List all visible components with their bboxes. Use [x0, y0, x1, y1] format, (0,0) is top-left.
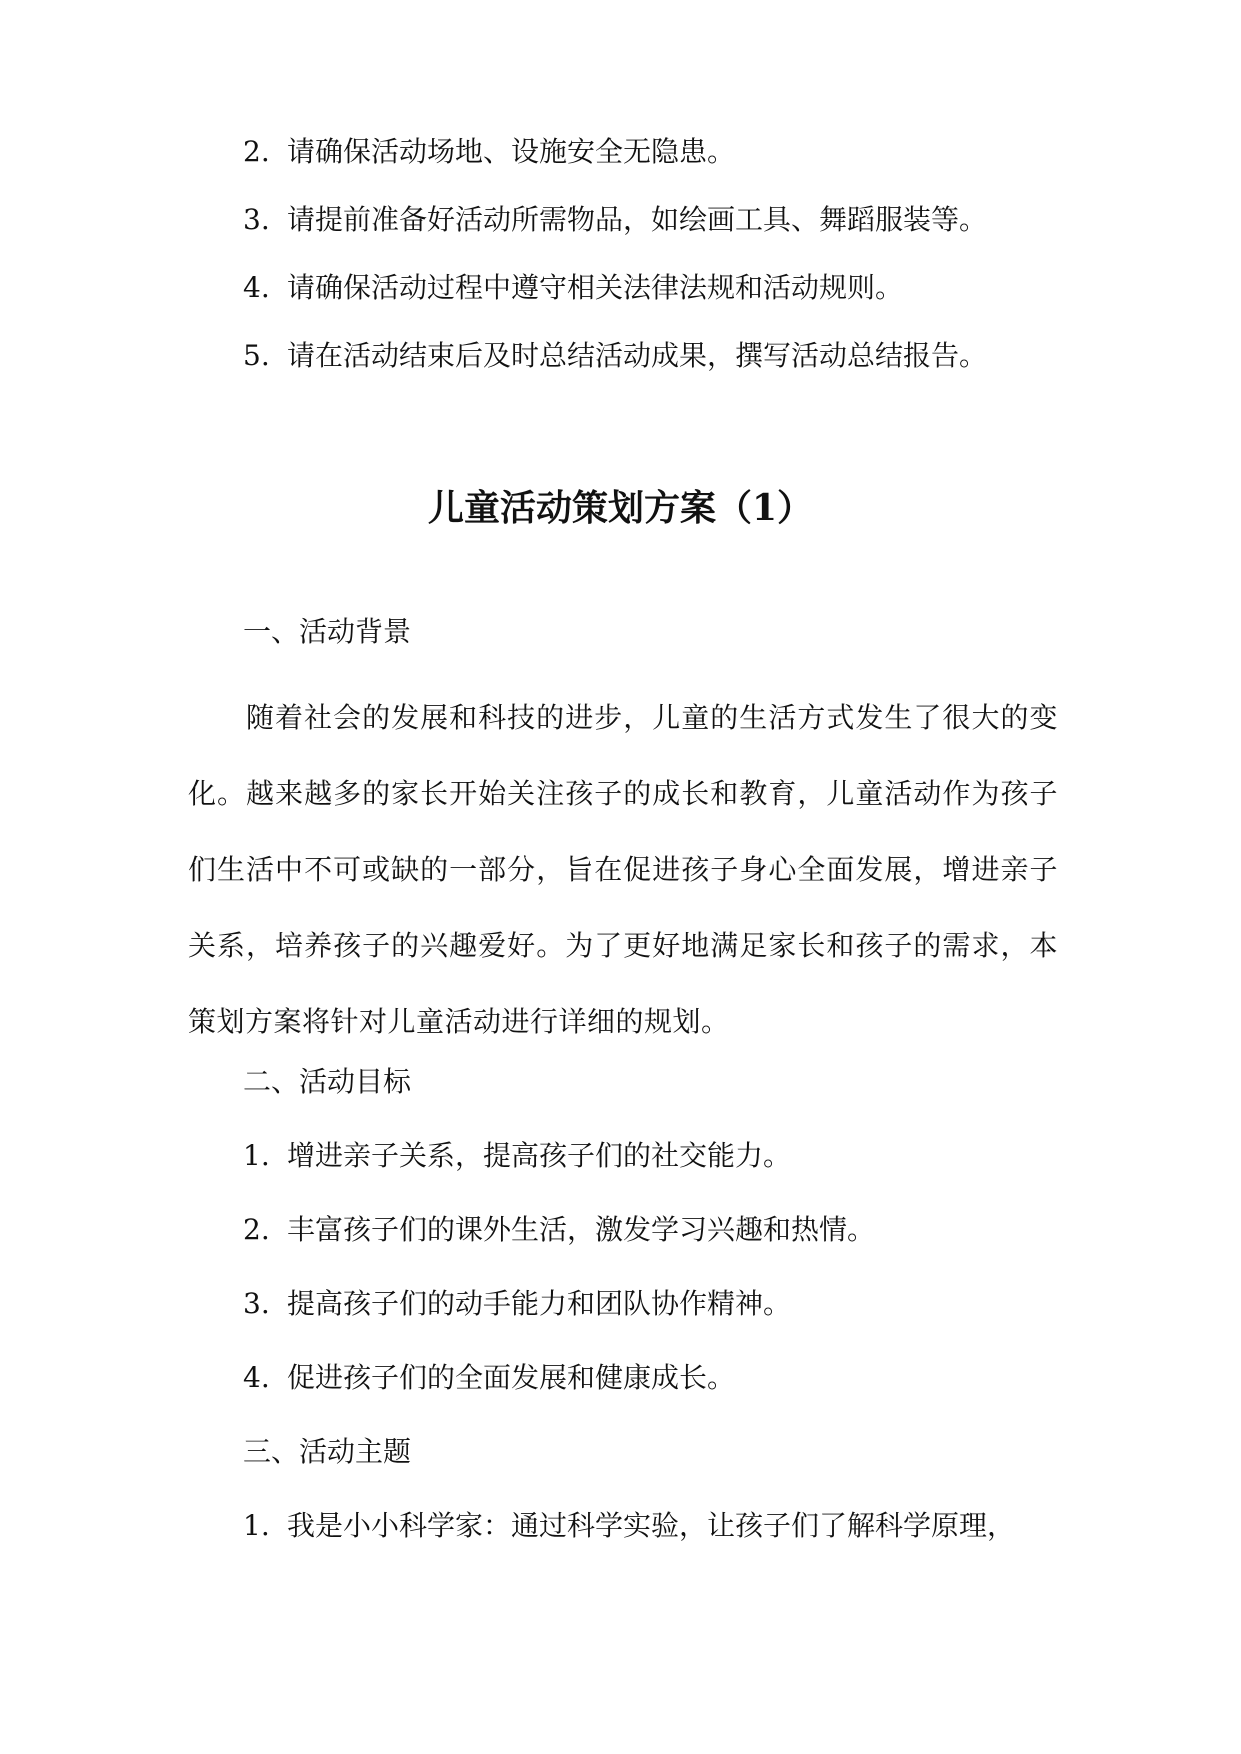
list-item-number: 5.	[243, 339, 270, 372]
list-item-number: 4.	[243, 271, 270, 304]
list-item	[243, 1506, 1015, 1546]
list-item	[243, 1284, 791, 1324]
list-item-text: 丰富孩子们的课外生活，激发学习兴趣和热情。	[287, 1213, 876, 1246]
document-title: 儿童活动策划方案（1）	[427, 487, 814, 529]
list-item	[243, 132, 735, 172]
list-item	[243, 268, 903, 308]
list-item-number: 2.	[243, 1213, 270, 1246]
list-item-text: 请确保活动场地、设施安全无隐患。	[287, 135, 736, 168]
list-item-number: 2.	[243, 135, 270, 168]
background-paragraph: 随着社会的发展和科技的进步，儿童的生活方式发生了很大的变化。越来越多的家长开始关注孩子的成长和教育，儿童活动作为孩子们生活中不可或缺的一部分，旨在促进孩子身心全面发展，增进亲子关系，培养孩子的兴趣爱好。为了更好地满足家长和孩子的需求，本策划方案将针对儿童活动进行详细的规划。	[188, 701, 1058, 1038]
list-item-text: 请提前准备好活动所需物品，如绘画工具、舞蹈服装等。	[287, 203, 988, 236]
list-item-text: 请确保活动过程中遵守相关法律法规和活动规则。	[287, 271, 904, 304]
list-item-number: 1.	[243, 1139, 270, 1172]
list-item-text: 请在活动结束后及时总结活动成果，撰写活动总结报告。	[287, 339, 988, 372]
section-heading-background: 一、活动背景	[243, 615, 412, 648]
section-heading-themes: 三、活动主题	[243, 1435, 412, 1468]
section-heading-goals: 二、活动目标	[243, 1065, 412, 1098]
list-item-text: 提高孩子们的动手能力和团队协作精神。	[287, 1287, 792, 1320]
list-item-number: 3.	[243, 1287, 270, 1320]
list-item-number: 1.	[243, 1509, 270, 1542]
list-item-number: 4.	[243, 1361, 270, 1394]
list-item	[243, 200, 987, 240]
list-item	[243, 1136, 791, 1176]
list-item	[243, 336, 987, 376]
list-item-text: 增进亲子关系，提高孩子们的社交能力。	[287, 1139, 792, 1172]
list-item-text: 促进孩子们的全面发展和健康成长。	[287, 1361, 736, 1394]
list-item	[243, 1358, 735, 1398]
list-item	[243, 1210, 875, 1250]
list-item-text: 我是小小科学家：通过科学实验，让孩子们了解科学原理，	[287, 1509, 1016, 1542]
list-item-number: 3.	[243, 203, 270, 236]
